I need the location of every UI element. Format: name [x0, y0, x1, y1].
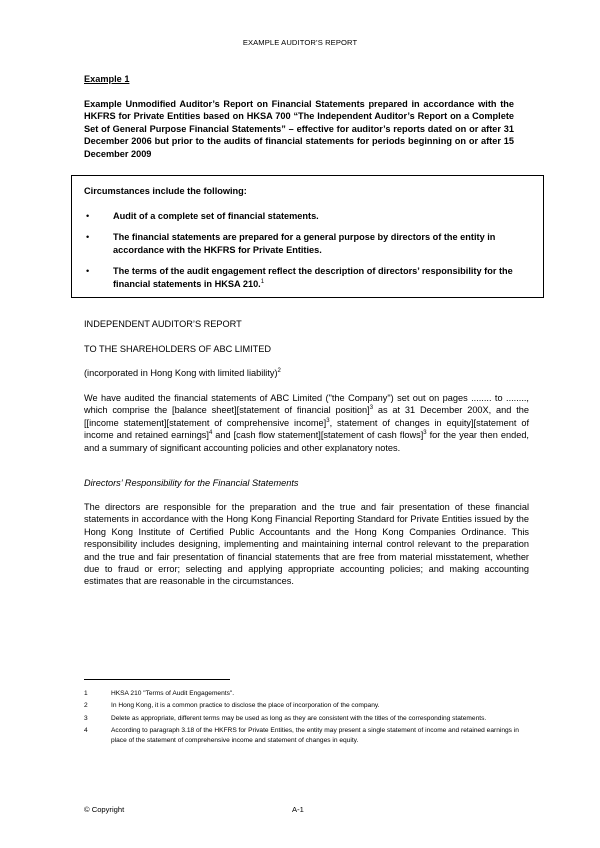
directors-paragraph: The directors are responsible for the preparation and the true and fair presentation of these financial statements in accordance with the Hong Kong Financial Reporting Standard for Private Entities issued by the Hong Kong Institute of Certified Public Accountants and the Hong Kong Companies Ordinance. This responsibility includes designing, implementing and maintaining internal control relevant to the preparation and the true and fair presentation of financial statements that are free from material misstatement, whether due to fraud or error; selecting and applying appropriate accounting policies; and making accounting estimates that are reasonable in the circumstances.: [84, 502, 529, 587]
circumstances-list: [72, 210, 543, 299]
footnote-separator: [84, 679, 230, 680]
footnote-ref: 1: [260, 278, 265, 285]
footnote-ref: 4: [208, 430, 213, 437]
footnote-text: HKSA 210 "Terms of Audit Engagements".: [111, 690, 235, 697]
footnote-text: In Hong Kong, it is a common practice to disclose the place of incorporation of the company.: [111, 702, 380, 710]
circumstance-item: [72, 210, 543, 222]
circumstances-heading: Circumstances include the following:: [84, 186, 247, 196]
footer-page-number: A-1: [292, 805, 304, 814]
intro-text: and [cash flow statement][statement of cash flows]: [212, 430, 424, 441]
footnote-text: According to paragraph 3.18 of the HKFRS for Private Entities, the entity may present a single statement of income and retained earnings in place of the statement of comprehensive income and statement of changes in equity.: [111, 727, 519, 744]
footnote-ref: 3: [326, 417, 330, 424]
circumstance-text: The terms of the audit engagement reflect the description of directors’ responsibility for the financial statements in HKSA 210.: [113, 266, 513, 289]
footnote-number: 1: [84, 690, 88, 697]
report-addressee: TO THE SHAREHOLDERS OF ABC LIMITED: [84, 344, 272, 354]
footnote-ref: 3: [369, 405, 374, 412]
incorporation-line: [84, 367, 529, 379]
footnote-ref: 2: [277, 367, 281, 374]
footnote-number: 2: [84, 702, 88, 710]
intro-text: as at 31 December 200X, and the [[income statement][statement of comprehensive income]: [84, 405, 529, 428]
running-header: EXAMPLE AUDITOR’S REPORT: [242, 38, 358, 47]
example-label: Example 1: [84, 74, 130, 84]
footnotes: [84, 689, 529, 748]
footer-copyright: © Copyright: [84, 805, 125, 814]
footnote: [84, 701, 529, 710]
incorporation-text: (incorporated in Hong Kong with limited liability): [84, 368, 278, 378]
intro-paragraph: [84, 392, 529, 454]
circumstance-text: Audit of a complete set of financial statements.: [113, 211, 319, 221]
footnote-ref: 3: [423, 430, 427, 437]
bullet-icon: •: [86, 211, 90, 221]
intro-text: We have audited the financial statements of ABC Limited ("the Company") set out on pages ........ to ........, which comprise the [balance sheet][statement of financial position]: [84, 393, 529, 416]
example-title: Example Unmodified Auditor’s Report on Financial Statements prepared in accordance with the HKFRS for Private Entities based on HKSA 700 “The Independent Auditor’s Report on a Complete Set of General Purpose Financial Statements” – effective for auditor’s reports dated on or after 31 December 2006 but prior to the audits of financial statements for periods beginning on or after 15 December 2009: [84, 99, 514, 159]
footnote-number: 4: [84, 727, 88, 735]
footnote: [84, 726, 529, 745]
footnote-text: Delete as appropriate, different terms may be used as long as they are consistent with the titles of the corresponding statements.: [111, 714, 487, 722]
footnote-number: 3: [84, 714, 88, 722]
circumstance-item: [72, 231, 543, 256]
bullet-icon: •: [86, 266, 90, 277]
circumstance-item: [72, 265, 543, 290]
intro-text: , statement of changes in equity][statement of income and retained earnings]: [84, 417, 530, 441]
report-title: INDEPENDENT AUDITOR’S REPORT: [84, 319, 242, 329]
bullet-icon: •: [86, 232, 90, 243]
footnote: [84, 689, 529, 698]
footnote: [84, 714, 529, 723]
directors-heading: Directors’ Responsibility for the Financial Statements: [84, 478, 299, 488]
intro-text: for the year then ended, and a summary of significant accounting policies and other explanatory notes.: [84, 430, 529, 453]
circumstance-text: The financial statements are prepared for a general purpose by directors of the entity in accordance with the HKFRS for Private Entities.: [113, 232, 496, 255]
circumstances-box: [71, 175, 544, 298]
